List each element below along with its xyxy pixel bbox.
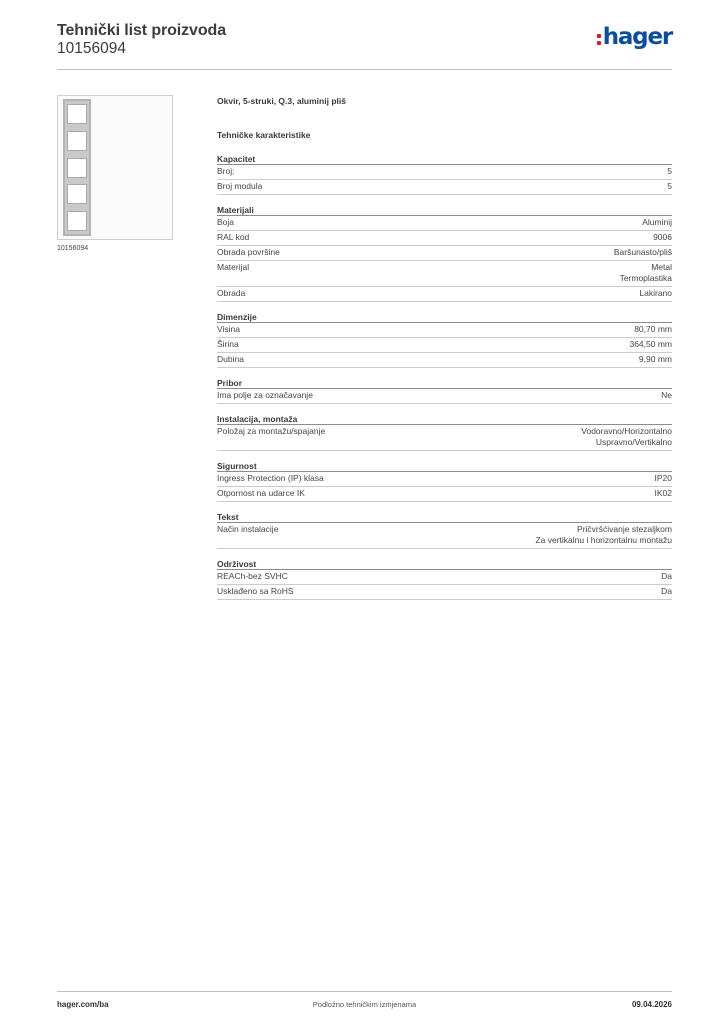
spec-label: RAL kod bbox=[217, 232, 250, 242]
spec-row bbox=[217, 216, 672, 231]
spec-label: Ima polje za označavanje bbox=[217, 390, 313, 400]
spec-value bbox=[655, 473, 673, 484]
spec-value bbox=[661, 571, 672, 582]
spec-value-line: 364,50 mm bbox=[629, 339, 672, 349]
spec-group bbox=[217, 204, 672, 302]
spec-value-line: 5 bbox=[667, 166, 672, 176]
spec-row bbox=[217, 231, 672, 246]
frame-cell bbox=[67, 211, 87, 231]
spec-value bbox=[535, 524, 672, 546]
spec-row bbox=[217, 246, 672, 261]
footer-website: hager.com/ba bbox=[57, 1000, 109, 1009]
spec-label: Način instalacije bbox=[217, 524, 279, 534]
spec-row bbox=[217, 570, 672, 585]
spec-label: Materijal bbox=[217, 262, 250, 272]
spec-value bbox=[653, 232, 672, 243]
spec-value-line: Pričvršćivanje stezaljkom bbox=[577, 524, 672, 534]
spec-value-line: Uspravno/Vertikalno bbox=[595, 437, 672, 447]
spec-value bbox=[667, 181, 672, 192]
spec-label: REACh-bez SVHC bbox=[217, 571, 288, 581]
spec-value-line: IP20 bbox=[654, 473, 672, 483]
spec-label: Usklađeno sa RoHS bbox=[217, 586, 294, 596]
spec-label: Dubina bbox=[217, 354, 244, 364]
spec-row bbox=[217, 472, 672, 487]
spec-value bbox=[667, 166, 672, 177]
spec-row bbox=[217, 523, 672, 549]
spec-row bbox=[217, 287, 672, 302]
spec-row bbox=[217, 585, 672, 600]
spec-row bbox=[217, 165, 672, 180]
spec-group bbox=[217, 153, 672, 195]
group-title: Tekst bbox=[217, 511, 672, 523]
spec-label: Obrada površine bbox=[217, 247, 280, 257]
frame-cell bbox=[67, 158, 87, 178]
specification-panel bbox=[217, 96, 672, 609]
spec-row bbox=[217, 338, 672, 353]
product-name: Okvir, 5-struki, Q.3, aluminij pliš bbox=[217, 96, 346, 106]
document-header bbox=[57, 20, 672, 70]
spec-row bbox=[217, 389, 672, 404]
spec-value-line: Da bbox=[661, 571, 672, 581]
footer-date: 09.04.2026 bbox=[631, 1000, 672, 1009]
logo-dots-icon bbox=[597, 34, 601, 45]
spec-heading: Tehničke karakteristike bbox=[217, 130, 311, 140]
group-title: Sigurnost bbox=[217, 460, 672, 472]
group-title: Dimenzije bbox=[217, 311, 672, 323]
spec-value bbox=[581, 426, 672, 448]
spec-value-line: Da bbox=[661, 586, 672, 596]
spec-label: Broj modula bbox=[217, 181, 263, 191]
spec-group bbox=[217, 413, 672, 451]
spec-label: Boja bbox=[217, 217, 235, 227]
hager-logo bbox=[597, 26, 672, 49]
spec-value-line: Aluminij bbox=[642, 217, 672, 227]
spec-value-line: Lakirano bbox=[639, 288, 672, 298]
spec-value bbox=[661, 390, 672, 401]
image-caption: 10156094 bbox=[57, 245, 89, 252]
spec-group bbox=[217, 511, 672, 549]
footer-disclaimer: Podložno tehničkim izmjenama bbox=[312, 1000, 417, 1009]
spec-value bbox=[620, 262, 672, 284]
group-title: Instalacija, montaža bbox=[217, 413, 672, 425]
spec-label: Ingress Protection (IP) klasa bbox=[217, 473, 324, 483]
frame-cell bbox=[67, 184, 87, 204]
document-footer bbox=[57, 991, 672, 1017]
spec-value bbox=[642, 217, 672, 228]
logo-dot-bottom bbox=[597, 41, 601, 45]
spec-value bbox=[639, 288, 672, 299]
logo-dot-top bbox=[597, 34, 601, 38]
spec-group bbox=[217, 311, 672, 368]
group-title: Održivost bbox=[217, 558, 672, 570]
group-title: Materijali bbox=[217, 204, 672, 216]
spec-value-line: Vodoravno/Horizontalno bbox=[581, 426, 672, 436]
spec-value-line: 80,70 mm bbox=[634, 324, 672, 334]
spec-group bbox=[217, 460, 672, 502]
spec-value bbox=[629, 339, 672, 350]
spec-row bbox=[217, 261, 672, 287]
product-number: 10156094 bbox=[57, 40, 126, 57]
frame-cell bbox=[67, 131, 87, 151]
spec-value-line: 9006 bbox=[653, 232, 672, 242]
group-title: Kapacitet bbox=[217, 153, 672, 165]
product-image bbox=[57, 95, 173, 240]
spec-value bbox=[655, 488, 673, 499]
spec-row bbox=[217, 353, 672, 368]
document-title: Tehnički list proizvoda bbox=[57, 22, 226, 39]
spec-value bbox=[634, 324, 672, 335]
spec-value-line: 9,90 mm bbox=[638, 354, 672, 364]
spec-label: Obrada bbox=[217, 288, 246, 298]
spec-groups bbox=[217, 153, 672, 600]
five-gang-frame-icon bbox=[63, 99, 91, 236]
spec-row bbox=[217, 323, 672, 338]
frame-cell bbox=[67, 104, 87, 124]
spec-row bbox=[217, 180, 672, 195]
spec-label: Broj: bbox=[217, 166, 235, 176]
logo-text: hager bbox=[602, 24, 672, 50]
spec-value-line: Baršunasto/pliš bbox=[613, 247, 672, 257]
spec-label: Položaj za montažu/spajanje bbox=[217, 426, 326, 436]
spec-value bbox=[614, 247, 672, 258]
group-title: Pribor bbox=[217, 377, 672, 389]
spec-group bbox=[217, 377, 672, 404]
spec-row bbox=[217, 487, 672, 502]
spec-value-line: Metal bbox=[651, 262, 672, 272]
spec-value-line: Termoplastika bbox=[619, 273, 672, 283]
spec-value-line: IK02 bbox=[654, 488, 672, 498]
spec-value bbox=[639, 354, 672, 365]
spec-value-line: Ne bbox=[661, 390, 672, 400]
spec-label: Širina bbox=[217, 339, 239, 349]
spec-value-line: 5 bbox=[667, 181, 672, 191]
spec-label: Visina bbox=[217, 324, 240, 334]
spec-value-line: Za vertikalnu i horizontalnu montažu bbox=[535, 535, 672, 545]
spec-label: Otpornost na udarce IK bbox=[217, 488, 305, 498]
spec-value bbox=[661, 586, 672, 597]
spec-group bbox=[217, 558, 672, 600]
spec-row bbox=[217, 425, 672, 451]
